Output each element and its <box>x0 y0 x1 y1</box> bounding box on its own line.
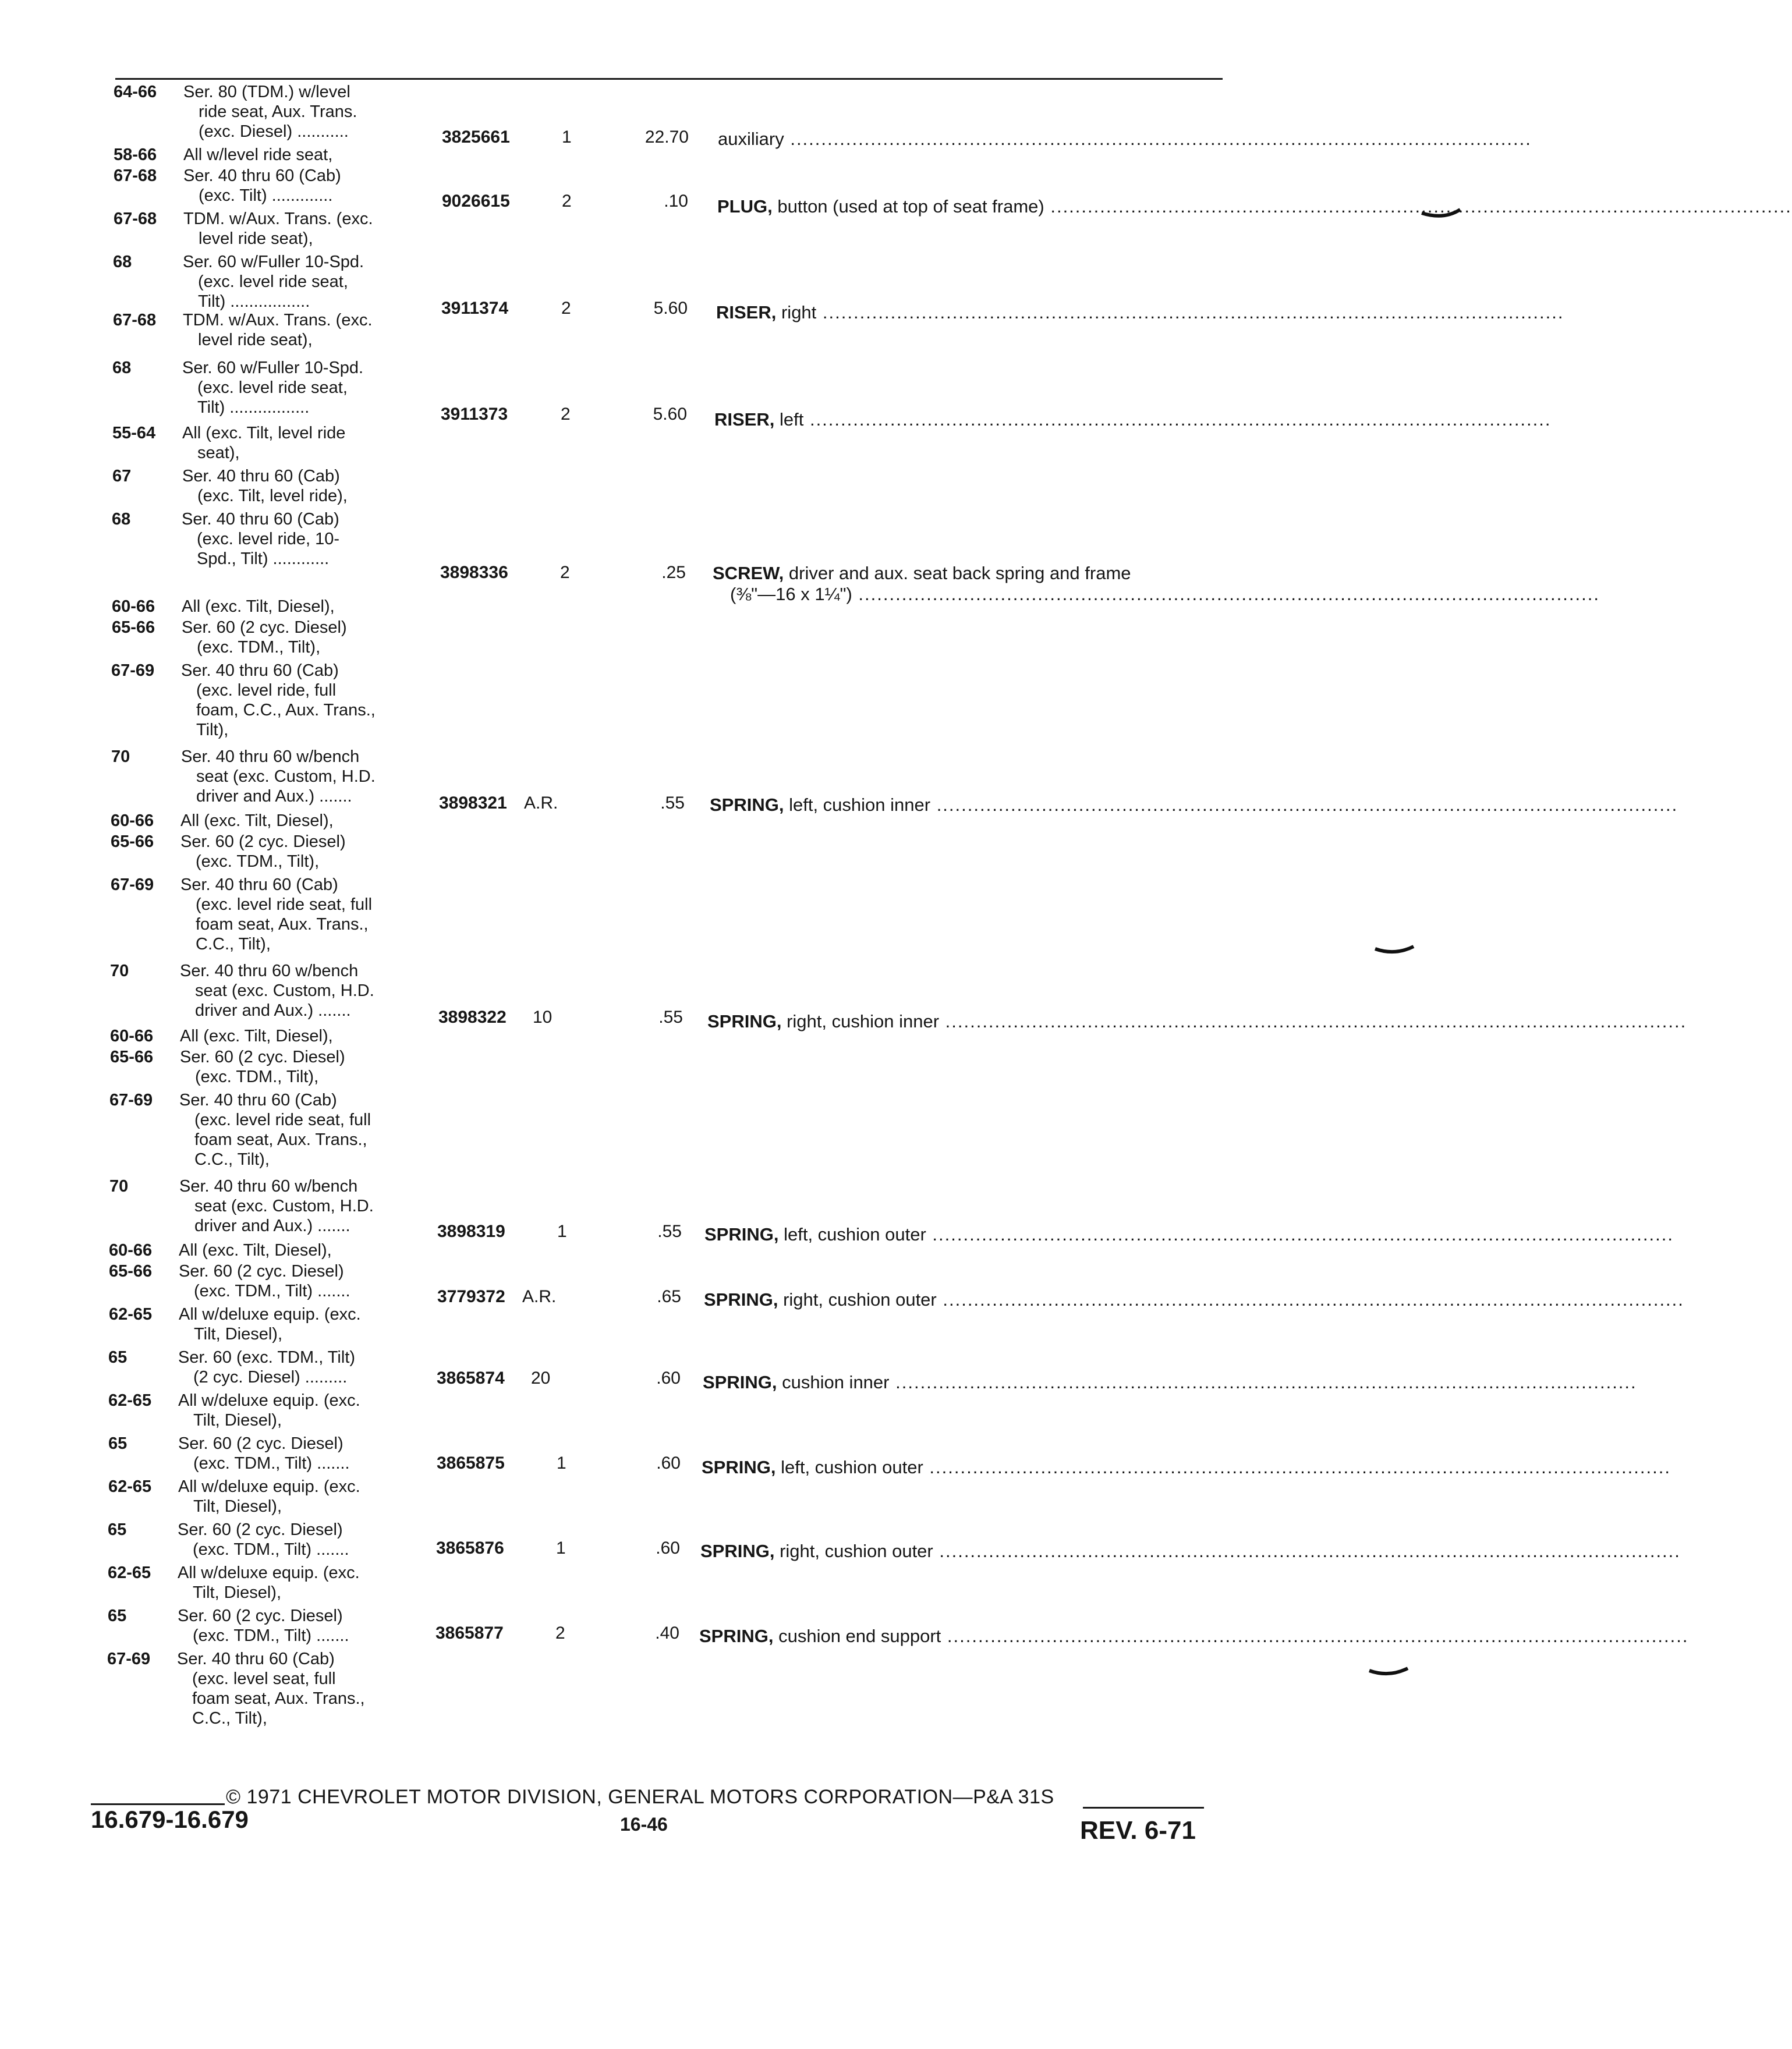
application-text: ride seat, Aux. Trans. <box>199 102 357 121</box>
model-year: 60-66 <box>112 597 155 616</box>
model-year: 55-64 <box>112 424 156 442</box>
application-text: Tilt, Diesel), <box>193 1411 282 1430</box>
quantity: A.R. <box>524 793 558 813</box>
application-text: All (exc. Tilt, level ride <box>182 424 346 442</box>
application-text: Spd., Tilt) ............ <box>197 550 330 568</box>
quantity: 2 <box>561 405 571 424</box>
price: .55 <box>658 1008 683 1027</box>
application-text: (exc. Tilt) ............. <box>199 186 333 205</box>
part-description <box>714 409 1552 431</box>
model-year: 65 <box>108 1348 128 1367</box>
application-text: All w/level ride seat, <box>183 146 333 164</box>
description-text: right <box>781 302 817 322</box>
part-number: 3911373 <box>441 405 508 424</box>
model-year: 58-66 <box>114 146 157 164</box>
application-text: All w/deluxe equip. (exc. <box>179 1305 361 1324</box>
dot-leader: ........................................................................................................................ <box>936 1289 1684 1310</box>
part-description <box>704 1224 1674 1246</box>
application-text: (2 cyc. Diesel) ......... <box>193 1368 348 1387</box>
model-year: 60-66 <box>110 1027 154 1045</box>
model-year: 65 <box>108 1607 127 1625</box>
application-text: (exc. level ride seat, full <box>196 895 373 914</box>
application-text: (exc. level seat, full <box>192 1669 336 1688</box>
part-description <box>700 1540 1681 1562</box>
part-description <box>717 196 1792 218</box>
price: .40 <box>655 1623 679 1643</box>
application-text: Ser. 60 (2 cyc. Diesel) <box>178 1607 343 1625</box>
application-text: Ser. 60 w/Fuller 10-Spd. <box>182 359 364 377</box>
description-text: (⅜"—16 x 1¼") <box>730 584 852 604</box>
part-number: 3865877 <box>435 1623 504 1643</box>
description-text: cushion end support <box>778 1626 941 1646</box>
application-text: (exc. TDM., Tilt) ....... <box>193 1626 349 1645</box>
application-text: Ser. 40 thru 60 (Cab) <box>181 661 339 680</box>
application-text: (exc. Tilt, level ride), <box>197 487 348 505</box>
model-year: 62-65 <box>108 1564 151 1582</box>
model-year: 68 <box>112 510 131 529</box>
part-number: 3779372 <box>437 1287 505 1306</box>
application-text: (exc. TDM., Tilt), <box>197 638 321 657</box>
application-text: All (exc. Tilt, Diesel), <box>180 1027 333 1045</box>
part-name: SPRING, <box>700 1541 775 1561</box>
model-year: 67-69 <box>109 1091 153 1109</box>
application-text: Ser. 40 thru 60 w/bench <box>180 962 359 980</box>
application-text: All (exc. Tilt, Diesel), <box>179 1241 332 1260</box>
price: 5.60 <box>653 405 687 424</box>
group-range: 16.679-16.679 <box>91 1806 249 1833</box>
part-number: 3898336 <box>440 563 508 582</box>
application-text: seat (exc. Custom, H.D. <box>194 1197 374 1215</box>
application-text: Tilt, Diesel), <box>194 1325 282 1343</box>
model-year: 68 <box>112 359 132 377</box>
model-year: 70 <box>111 747 130 766</box>
application-text: (exc. TDM., Tilt) ....... <box>194 1282 350 1300</box>
part-description <box>713 562 1225 584</box>
description-text: right, cushion outer <box>783 1289 937 1310</box>
part-description <box>699 1625 1689 1647</box>
model-year: 60-66 <box>109 1241 153 1260</box>
part-name: SPRING, <box>702 1457 776 1477</box>
part-description-continued <box>730 583 1600 605</box>
part-number: 3865874 <box>437 1369 505 1388</box>
application-text: (exc. TDM., Tilt) ....... <box>193 1454 350 1473</box>
part-number: 3865875 <box>437 1454 505 1473</box>
quantity: A.R. <box>522 1287 557 1306</box>
model-year: 67-69 <box>111 875 154 894</box>
application-text: Ser. 40 thru 60 (Cab) <box>177 1650 335 1668</box>
application-text: All (exc. Tilt, Diesel), <box>182 597 335 616</box>
dot-leader: ........................................................................................................................ <box>889 1372 1637 1392</box>
application-text: foam seat, Aux. Trans., <box>192 1689 365 1708</box>
part-number: 3911374 <box>441 299 509 318</box>
dot-leader: ........................................................................................................................ <box>803 409 1552 430</box>
application-text: driver and Aux.) ....... <box>196 787 352 806</box>
application-text: Tilt) ................. <box>198 292 310 311</box>
part-name: SPRING, <box>703 1372 777 1392</box>
application-text: Ser. 40 thru 60 w/bench <box>181 747 360 766</box>
quantity: 20 <box>531 1369 551 1388</box>
application-text: driver and Aux.) ....... <box>194 1217 350 1235</box>
application-text: (exc. level ride seat, <box>198 272 348 291</box>
part-description <box>718 128 1532 150</box>
application-text: Ser. 80 (TDM.) w/level <box>183 83 350 101</box>
model-year: 65 <box>108 1520 127 1539</box>
part-description <box>716 302 1564 324</box>
application-text: driver and Aux.) ....... <box>195 1001 351 1020</box>
model-year: 65-66 <box>111 832 154 851</box>
part-name: RISER, <box>714 409 775 430</box>
application-text: C.C., Tilt), <box>196 935 271 953</box>
price: .60 <box>656 1454 681 1473</box>
part-name: SPRING, <box>699 1626 774 1646</box>
model-year: 68 <box>113 253 132 271</box>
application-text: (exc. TDM., Tilt) ....... <box>193 1540 349 1559</box>
part-description <box>710 794 1678 816</box>
model-year: 67-68 <box>114 210 157 228</box>
part-name: PLUG, <box>717 196 773 217</box>
price: .60 <box>656 1369 681 1388</box>
margin-mark <box>1421 207 1461 221</box>
application-text: All (exc. Tilt, Diesel), <box>180 811 334 830</box>
top-rule <box>115 78 1223 80</box>
application-text: Ser. 60 (2 cyc. Diesel) <box>180 1048 345 1066</box>
application-text: Tilt) ................. <box>197 398 310 417</box>
part-name: SPRING, <box>704 1224 779 1245</box>
application-text: Ser. 40 thru 60 (Cab) <box>183 166 341 185</box>
part-name: RISER, <box>716 302 777 322</box>
dot-leader: ........................................................................................................................ <box>933 1541 1681 1561</box>
application-text: Ser. 60 (2 cyc. Diesel) <box>182 618 347 637</box>
application-text: foam seat, Aux. Trans., <box>196 915 369 934</box>
model-year: 70 <box>110 962 129 980</box>
model-year: 64-66 <box>114 83 157 101</box>
dot-leader: ........................................................................................................................ <box>784 129 1532 149</box>
description-text: left, cushion outer <box>784 1224 926 1245</box>
model-year: 60-66 <box>111 811 154 830</box>
part-description <box>702 1456 1671 1479</box>
part-number: 3898319 <box>437 1222 505 1241</box>
application-text: Tilt, Diesel), <box>193 1497 282 1516</box>
dot-leader: ........................................................................................................................ <box>852 584 1600 604</box>
model-year: 67-68 <box>114 166 157 185</box>
price: .25 <box>661 563 686 582</box>
footer-rule-left <box>91 1803 225 1805</box>
application-text: TDM. w/Aux. Trans. (exc. <box>183 210 373 228</box>
part-number: 9026615 <box>442 192 510 211</box>
application-text: seat (exc. Custom, H.D. <box>195 981 374 1000</box>
model-year: 65-66 <box>109 1262 153 1281</box>
price: .60 <box>656 1538 680 1558</box>
quantity: 1 <box>557 1454 566 1473</box>
application-text: C.C., Tilt), <box>192 1709 267 1728</box>
description-text: right, cushion outer <box>780 1541 933 1561</box>
application-text: All w/deluxe equip. (exc. <box>178 1564 360 1582</box>
description-text: auxiliary <box>718 129 784 149</box>
price: .65 <box>657 1287 681 1306</box>
price: .55 <box>657 1222 682 1241</box>
quantity: 2 <box>555 1623 565 1643</box>
price: 5.60 <box>653 299 688 318</box>
model-year: 70 <box>109 1177 129 1196</box>
description-text: left <box>779 409 804 430</box>
part-name: SPRING, <box>704 1289 778 1310</box>
model-year: 65 <box>108 1434 128 1453</box>
quantity: 1 <box>557 1222 567 1241</box>
model-year: 67-69 <box>111 661 155 680</box>
application-text: Ser. 60 w/Fuller 10-Spd. <box>183 253 364 271</box>
application-text: Ser. 40 thru 60 w/bench <box>179 1177 358 1196</box>
margin-mark <box>1374 944 1415 958</box>
application-text: (exc. level ride seat, <box>197 378 348 397</box>
application-text: Ser. 40 thru 60 (Cab) <box>180 875 338 894</box>
model-year: 67-68 <box>113 311 157 329</box>
application-text: (exc. level ride, 10- <box>197 530 339 548</box>
quantity: 1 <box>556 1538 566 1558</box>
description-text: cushion inner <box>782 1372 890 1392</box>
description-text: driver and aux. seat back spring and frame <box>788 563 1131 583</box>
application-text: All w/deluxe equip. (exc. <box>178 1477 360 1496</box>
quantity: 2 <box>561 299 571 318</box>
part-name: SPRING, <box>710 795 784 815</box>
description-text: right, cushion inner <box>787 1011 940 1031</box>
model-year: 65-66 <box>110 1048 154 1066</box>
application-text: foam, C.C., Aux. Trans., <box>196 701 376 719</box>
dot-leader: ........................................................................................................................ <box>1044 196 1792 217</box>
quantity: 1 <box>562 127 572 147</box>
dot-leader: ........................................................................................................................ <box>939 1011 1687 1031</box>
application-text: level ride seat), <box>199 229 313 248</box>
revision-label: REV. 6-71 <box>1080 1816 1196 1845</box>
application-text: (exc. TDM., Tilt), <box>196 852 320 871</box>
quantity: 2 <box>560 563 570 582</box>
application-text: Ser. 60 (2 cyc. Diesel) <box>180 832 346 851</box>
dot-leader: ........................................................................................................................ <box>816 302 1564 322</box>
price: 22.70 <box>644 127 689 147</box>
application-text: level ride seat), <box>198 331 313 349</box>
application-text: foam seat, Aux. Trans., <box>194 1130 367 1149</box>
application-text: TDM. w/Aux. Trans. (exc. <box>183 311 373 329</box>
description-text: left, cushion inner <box>789 795 931 815</box>
model-year: 67 <box>112 467 132 485</box>
application-text: Ser. 40 thru 60 (Cab) <box>179 1091 337 1109</box>
model-year: 67-69 <box>107 1650 151 1668</box>
dot-leader: ........................................................................................................................ <box>941 1626 1689 1646</box>
model-year: 62-65 <box>108 1477 152 1496</box>
part-number: 3825661 <box>442 127 510 147</box>
quantity: 10 <box>533 1008 553 1027</box>
application-text: Tilt), <box>196 721 229 739</box>
copyright-line: © 1971 CHEVROLET MOTOR DIVISION, GENERAL MOTORS CORPORATION—P&A 31S <box>226 1786 1054 1808</box>
application-text: Ser. 60 (2 cyc. Diesel) <box>178 1434 343 1453</box>
dot-leader: ........................................................................................................................ <box>926 1224 1674 1245</box>
application-text: (exc. level ride seat, full <box>194 1111 371 1129</box>
dot-leader: ........................................................................................................................ <box>930 795 1678 815</box>
part-description <box>703 1371 1637 1394</box>
application-text: Ser. 60 (2 cyc. Diesel) <box>179 1262 344 1281</box>
application-text: (exc. Diesel) ........... <box>199 122 349 141</box>
application-text: All w/deluxe equip. (exc. <box>178 1391 360 1410</box>
price: .10 <box>664 192 688 211</box>
part-number: 3898322 <box>438 1008 507 1027</box>
model-year: 65-66 <box>112 618 155 637</box>
dot-leader: ........................................................................................................................ <box>923 1457 1671 1477</box>
application-text: Ser. 60 (exc. TDM., Tilt) <box>178 1348 356 1367</box>
application-text: Tilt, Diesel), <box>193 1583 281 1602</box>
model-year: 62-65 <box>108 1391 152 1410</box>
part-description <box>704 1289 1684 1311</box>
application-text: Ser. 40 thru 60 (Cab) <box>182 467 340 485</box>
application-text: Ser. 40 thru 60 (Cab) <box>182 510 339 529</box>
application-text: (exc. TDM., Tilt), <box>195 1068 319 1086</box>
footer-rule-right <box>1083 1807 1204 1809</box>
description-text: button (used at top of seat frame) <box>777 196 1044 217</box>
quantity: 2 <box>562 192 572 211</box>
part-number: 3865876 <box>436 1538 504 1558</box>
part-number: 3898321 <box>439 793 507 813</box>
part-name: SPRING, <box>707 1011 782 1031</box>
margin-mark <box>1368 1666 1409 1680</box>
application-text: seat), <box>197 444 240 462</box>
page-number: 16-46 <box>620 1814 668 1835</box>
price: .55 <box>660 793 685 813</box>
part-description <box>707 1011 1687 1033</box>
description-text: left, cushion outer <box>781 1457 923 1477</box>
application-text: C.C., Tilt), <box>194 1150 270 1169</box>
model-year: 62-65 <box>109 1305 153 1324</box>
part-name: SCREW, <box>713 563 784 583</box>
application-text: seat (exc. Custom, H.D. <box>196 767 376 786</box>
application-text: Ser. 60 (2 cyc. Diesel) <box>178 1520 343 1539</box>
application-text: (exc. level ride, full <box>196 681 337 700</box>
